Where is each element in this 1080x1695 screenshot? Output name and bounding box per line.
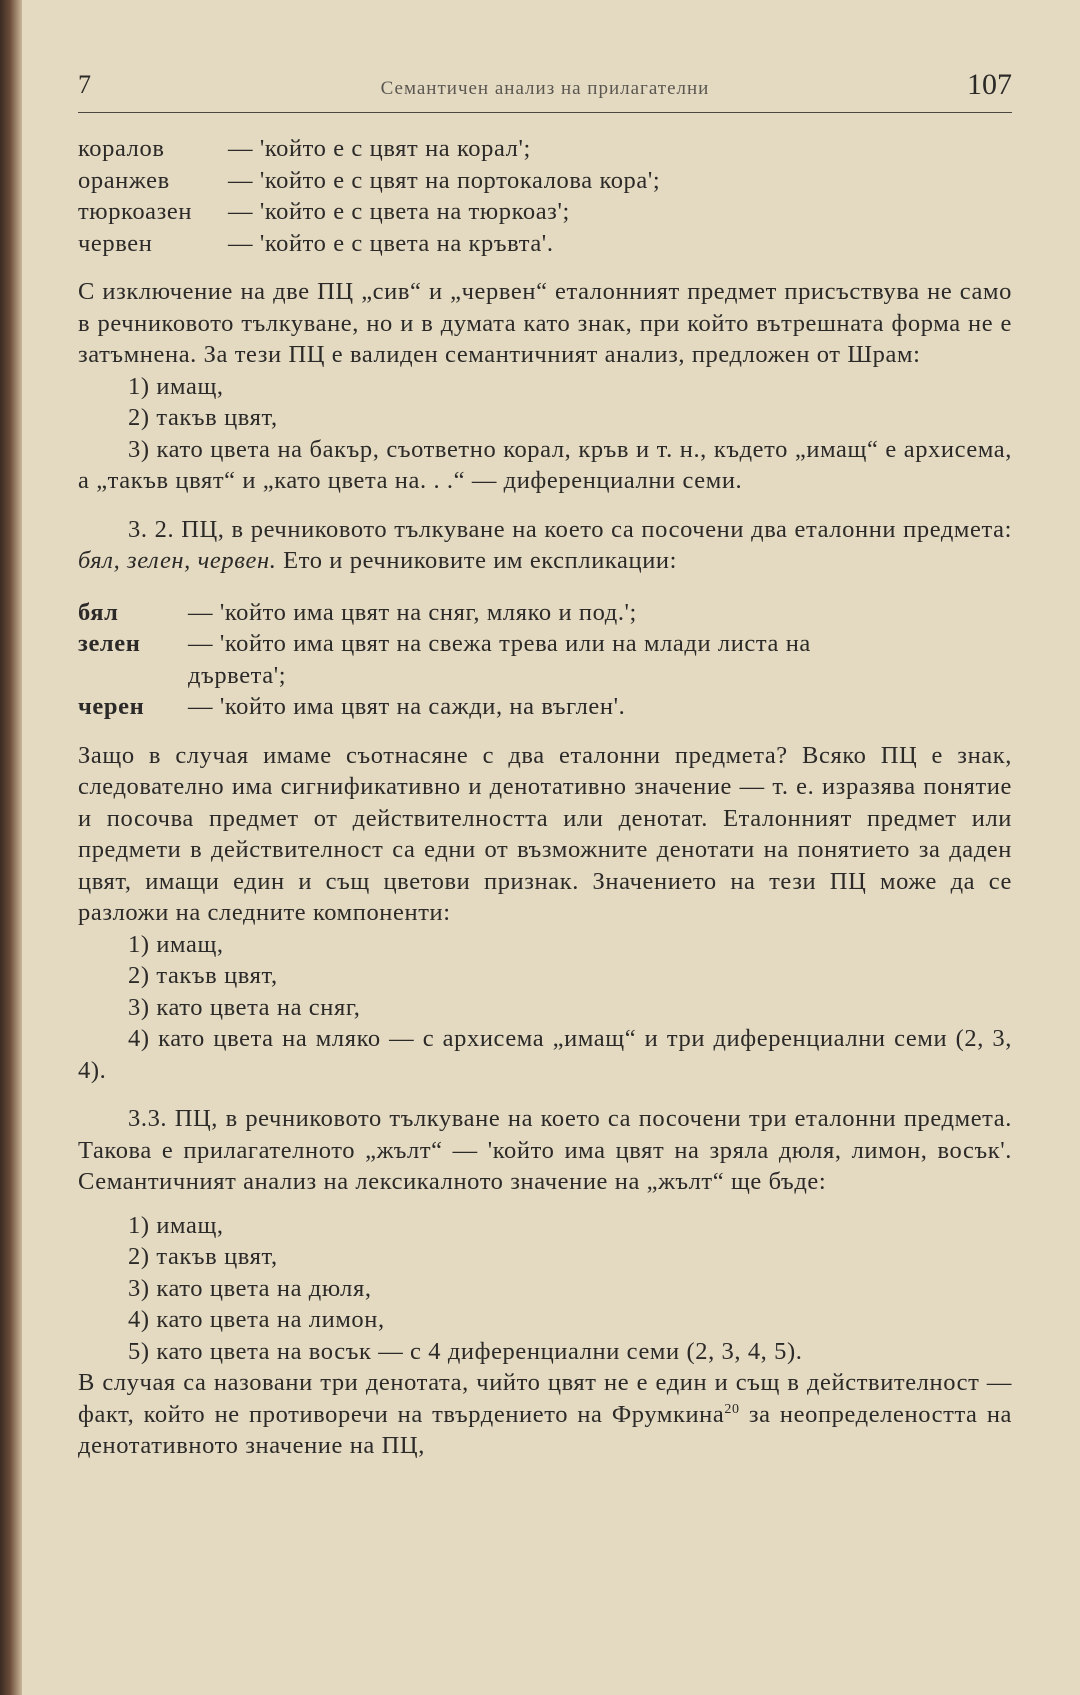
definition-term: черен [78,693,145,720]
component-list-3 [78,1210,1012,1368]
definition-term: коралов [78,135,165,162]
definition-continuation: дървета'; [188,661,287,689]
definition-row [78,133,1012,165]
definition-text: — 'който има цвят на свежа трева или на млади листа на [188,630,811,657]
component-list-1 [78,371,1012,434]
definition-row [78,691,1012,723]
paragraph-2-examples: бял, зелен, червен. [78,547,277,574]
list-item: 1) имащ, [128,372,224,400]
definition-text: — 'който е с цвета на тюркоаз'; [228,198,570,225]
definition-text: — 'който е с цвят на корал'; [228,135,531,162]
list-item: 4) като цвета на мляко — с архисема „имащ“ и три диференциални семи (2, 3, 4). [78,1025,1012,1084]
paragraph-5-start: В случая са назовани три денотата, чийто цвят не е един и същ в действителност — факт, който не противоречи на твърдението на Фрумкина [78,1369,1012,1428]
page-body [78,133,1012,1462]
paragraph-2-start: 3. 2. ПЦ, в речниковото тълкуване на което са посочени два еталонни предмета: [128,515,1012,543]
definition-text: — 'който има цвят на сняг, мляко и под.'; [188,598,637,626]
list-item: 2) такъв цвят, [128,1243,278,1270]
paragraph-3: Защо в случая имаме съотнасяне с два еталонни предмета? Всяко ПЦ е знак, следователно има сигнификативно и денотативно значение — т. е. изразява понятие и посочва предмет от действителността или денотат. Еталонният предмет или предмети в действителност са едни от възможните денотати на понятието за даден цвят, имащи един и същ цветови признак. Значението на тези ПЦ може да се разложи на следните компоненти: [78,741,1012,926]
definition-term: оранжев [78,166,170,194]
definition-row [78,196,1012,228]
component-list-2 [78,929,1012,1024]
definition-list-1 [78,133,1012,259]
list-item: 3) като цвета на бакър, съответно корал, кръв и т. н., където „имащ“ е архисема, а „такъв цвят“ и „като цвета на. . .“ — диференциални семи. [78,435,1012,494]
running-header [78,60,1012,113]
definition-row [78,628,1012,660]
definition-text: — 'който е с цвят на портокалова кора'; [228,166,661,194]
definition-row [78,165,1012,197]
list-item: 3) като цвета на дюля, [128,1274,372,1302]
definition-term: зелен [78,630,141,657]
chapter-number: 7 [78,70,91,99]
paragraph-5 [78,1367,1012,1462]
definition-row [78,228,1012,260]
list-item: 2) такъв цвят, [128,962,278,989]
list-item: 4) като цвета на лимон, [128,1306,385,1333]
definition-list-2 [78,597,1012,723]
definition-text: — 'който е с цвета на кръвта'. [228,229,554,257]
list-item: 1) имащ, [128,1211,224,1239]
paragraph-2 [78,514,1012,577]
paragraph-2-end: Ето и речниковите им експликации: [276,547,678,574]
paragraph-4: 3.3. ПЦ, в речниковото тълкуване на което са посочени три еталонни предмета. Такова е прилагателното „жълт“ — 'който има цвят на зряла дюля, лимон, восък'. Семантичният анализ на лексикалното значение на „жълт“ ще бъде: [78,1105,1012,1195]
list-item: 2) такъв цвят, [128,404,278,431]
list-item: 1) имащ, [128,930,224,958]
book-spine-shadow [0,0,22,1695]
definition-term: бял [78,598,119,626]
paragraph-1: С изключение на две ПЦ „сив“ и „червен“ еталонният предмет присъствува не само в речниковото тълкуване, но и в думата като знак, при който вътрешната форма не е затъмнена. За тези ПЦ е валиден семантичният анализ, предложен от Шрам: [78,278,1012,368]
definition-text: — 'който има цвят на сажди, на въглен'. [188,693,626,720]
paragraph-5-end: за неопределеността на денотативното значение на ПЦ, [78,1400,1013,1459]
list-item: 3) като цвета на сняг, [128,993,361,1021]
definition-term: тюркоазен [78,198,193,225]
footnote-reference[interactable]: 20 [724,1401,740,1417]
running-title: Семантичен анализ на прилагателни [380,78,710,99]
book-page [78,60,1012,1462]
page-number: 107 [967,68,1012,101]
list-item: 5) като цвета на восък — с 4 диференциални семи (2, 3, 4, 5). [128,1337,803,1365]
definition-row [78,597,1012,629]
definition-term: червен [78,229,153,257]
